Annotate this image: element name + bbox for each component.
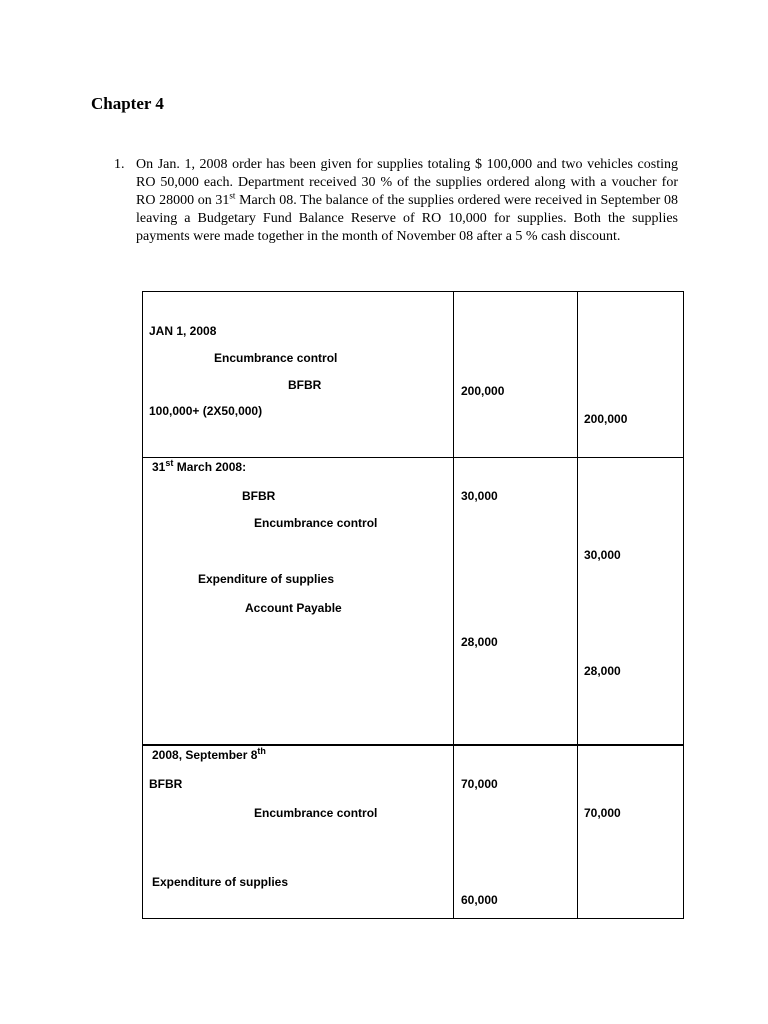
entry1-calculation: 100,000+ (2X50,000) [149, 404, 263, 418]
credit-column-divider [577, 292, 578, 918]
entry2-debit1-account: BFBR [242, 489, 276, 503]
entry2-credit2-amount: 28,000 [584, 664, 621, 678]
entry2-credit1-account: Encumbrance control [254, 516, 378, 530]
question-text-part2: March 08. The balance of the supplies ordered were received in September 08 leaving a Budgetary Fund Balance Reserve of RO 10,000 for supplies. Both the supplies payments were made together in the month of November 08 after a 5 % cash discount. [136, 193, 678, 244]
row-divider [143, 457, 683, 458]
entry3-credit1-amount: 70,000 [584, 806, 621, 820]
question-number: 1. [114, 157, 125, 172]
question-text [136, 156, 678, 246]
entry1-debit-amount: 200,000 [461, 384, 505, 398]
entry3-debit1-amount: 70,000 [461, 777, 498, 791]
entry3-credit1-account: Encumbrance control [254, 806, 378, 820]
entry2-date: 31st March 2008: [152, 458, 247, 474]
entry3-date: 2008, September 8th [152, 746, 266, 762]
question-paragraph [114, 156, 678, 246]
row-divider [143, 744, 683, 746]
debit-column-divider [453, 292, 454, 918]
entry3-debit2-amount: 60,000 [461, 893, 498, 907]
entry2-credit1-amount: 30,000 [584, 548, 621, 562]
entry2-debit1-amount: 30,000 [461, 489, 498, 503]
entry2-debit2-amount: 28,000 [461, 635, 498, 649]
entry3-debit2-account: Expenditure of supplies [152, 875, 289, 889]
chapter-title: Chapter 4 [91, 94, 164, 113]
journal-entry-table [142, 291, 684, 919]
entry1-credit-account: BFBR [288, 378, 322, 392]
question-text-superscript: st [229, 190, 236, 201]
entry1-credit-amount: 200,000 [584, 412, 628, 426]
entry2-credit2-account: Account Payable [245, 601, 342, 615]
entry3-debit1-account: BFBR [149, 777, 183, 791]
entry1-date: JAN 1, 2008 [149, 324, 217, 338]
entry2-debit2-account: Expenditure of supplies [198, 572, 335, 586]
entry1-debit-account: Encumbrance control [214, 351, 338, 365]
question-text-part1: On Jan. 1, 2008 order has been given for supplies totaling $ 100,000 and two vehicles costing RO 50,000 each. Department received 30 % of the supplies ordered along with a voucher for RO 28000 on 31 [136, 157, 678, 208]
